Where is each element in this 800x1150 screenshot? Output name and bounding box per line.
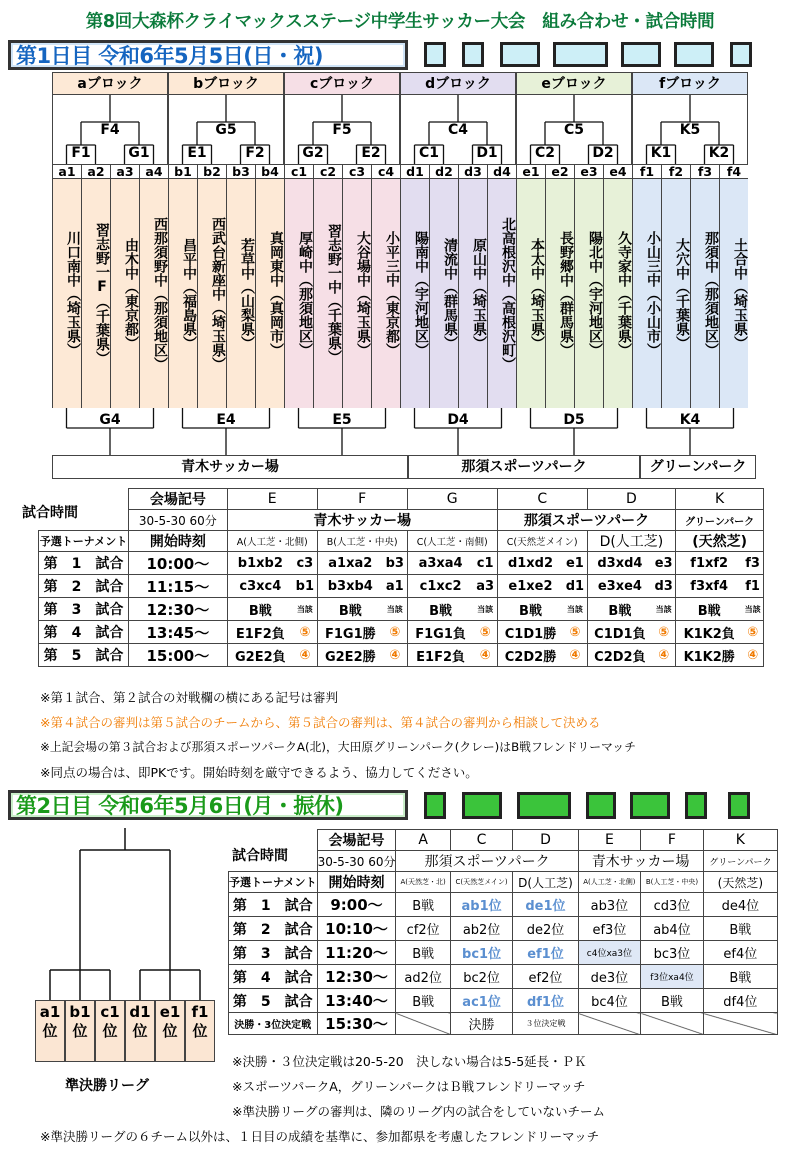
referee: ⑤ xyxy=(652,621,676,644)
match-pairing: C1D1勝 xyxy=(497,621,563,644)
match-time: 15:00〜 xyxy=(129,644,228,667)
match-time: 11:20〜 xyxy=(317,941,396,965)
venue-name: 那須スポーツパーク xyxy=(396,851,578,872)
team-name: 由木中（東京都） xyxy=(110,178,139,408)
match-cell: ad2位 xyxy=(396,965,450,989)
team-name: 本太中（埼玉県） xyxy=(516,178,545,408)
team-code: f2 xyxy=(661,164,690,179)
team-code: c2 xyxy=(313,164,342,179)
semi-match-code: G2 xyxy=(298,145,328,162)
match-cell: bc1位 xyxy=(450,941,513,965)
venue-aoki: 青木サッカー場 xyxy=(52,455,408,479)
empty-slash xyxy=(703,1013,777,1035)
match-row xyxy=(229,917,778,941)
final-match-code: K5 xyxy=(674,122,706,139)
match-pairing: c3xc4 xyxy=(227,575,293,598)
team-name: 西那須野中（那須地区） xyxy=(139,178,168,408)
team-code: c4 xyxy=(371,164,400,179)
surface: (天然芝) xyxy=(676,531,764,552)
day2-deco-square xyxy=(586,792,616,819)
match-cell: bc4位 xyxy=(578,989,641,1013)
match-pairing: B戦 xyxy=(227,598,293,621)
team-code: b2 xyxy=(197,164,226,179)
referee: b1 xyxy=(293,575,317,598)
match-cell: de4位 xyxy=(703,893,777,917)
semi-match-code: D1 xyxy=(472,145,502,162)
referee: f3 xyxy=(742,552,763,575)
match-pairing: C2D2負 xyxy=(587,644,652,667)
day2-note: ※準決勝リーグの審判は、隣のリーグ内の試合をしていないチーム xyxy=(232,1104,605,1119)
empty-slash xyxy=(641,1013,704,1035)
match-pairing: d3xd4 xyxy=(587,552,652,575)
team-code: b1 xyxy=(168,164,197,179)
match-time: 13:45〜 xyxy=(129,621,228,644)
match-pairing: E1F2負 xyxy=(407,644,473,667)
match-cell: ab3位 xyxy=(578,893,641,917)
referee: ④ xyxy=(742,644,763,667)
venue-code: F xyxy=(317,489,407,510)
semi-match-code: C2 xyxy=(530,145,560,162)
team-code: d3 xyxy=(458,164,487,179)
team-name: 真岡東中（真岡市） xyxy=(255,178,284,408)
day2-note: ※準決勝リーグの６チーム以外は、１日目の成績を基準に、参加都県を考慮したフレンドリーマッチ xyxy=(40,1129,600,1144)
match-cell: ab2位 xyxy=(450,917,513,941)
match-pairing: b3xb4 xyxy=(317,575,383,598)
venue-name: 那須スポーツパーク xyxy=(497,510,675,531)
venue-code-label: 会場記号 xyxy=(129,489,228,510)
match-cell: ef1位 xyxy=(513,941,578,965)
semifinal-league-label: 準決勝リーグ xyxy=(65,1078,149,1094)
block-header: fブロック xyxy=(633,73,747,95)
match-label: 第 2 試合 xyxy=(229,917,318,941)
venue-code: C xyxy=(450,830,513,851)
referee: ④ xyxy=(293,644,317,667)
day2-note: ※スポーツパークA，グリーンパークはＢ戦フレンドリーマッチ xyxy=(232,1079,586,1094)
referee: e1 xyxy=(563,552,587,575)
day2-deco-square xyxy=(462,792,502,819)
match-cell: ab4位 xyxy=(641,917,704,941)
match-pairing: G2E2勝 xyxy=(317,644,383,667)
venue-code: E xyxy=(227,489,317,510)
match-row xyxy=(39,575,764,598)
match-pairing: C2D2勝 xyxy=(497,644,563,667)
bsen-match-code: D5 xyxy=(558,412,590,429)
match-cell: ab1位 xyxy=(450,893,513,917)
referee: ④ xyxy=(652,644,676,667)
match-pairing: d1xd2 xyxy=(497,552,563,575)
semi-match-code: K2 xyxy=(704,145,734,162)
team-code: d4 xyxy=(487,164,516,179)
semi-match-code: C1 xyxy=(414,145,444,162)
prelim-label: 予選トーナメント xyxy=(229,872,318,893)
match-cell: B戦 xyxy=(396,989,450,1013)
referee: ⑤ xyxy=(293,621,317,644)
match-pairing: B戦 xyxy=(407,598,473,621)
match-cell: ac1位 xyxy=(450,989,513,1013)
match-row xyxy=(229,941,778,965)
semi-match-code: K1 xyxy=(646,145,676,162)
team-name: 那須中（那須地区） xyxy=(690,178,719,408)
referee: e3 xyxy=(652,552,676,575)
semi-match-code: E1 xyxy=(182,145,212,162)
semi-team: e1位 xyxy=(155,1000,185,1062)
surface: C(天然芝メイン) xyxy=(497,531,587,552)
semi-match-code: E2 xyxy=(356,145,386,162)
match-cell: B戦 xyxy=(396,893,450,917)
referee: f1 xyxy=(742,575,763,598)
referee: ⑤ xyxy=(742,621,763,644)
match-pairing: b1xb2 xyxy=(227,552,293,575)
day2-deco-square xyxy=(517,792,571,819)
match-label: 第 1 試合 xyxy=(229,893,318,917)
team-code: a4 xyxy=(139,164,168,179)
venue-name: グリーンパーク xyxy=(703,851,777,872)
referee: ⑤ xyxy=(474,621,498,644)
match-cell: df4位 xyxy=(703,989,777,1013)
match-pairing: e3xe4 xyxy=(587,575,652,598)
referee: ⑤ xyxy=(383,621,407,644)
team-code: f1 xyxy=(632,164,661,179)
team-code: b3 xyxy=(226,164,255,179)
bsen-match-code: E5 xyxy=(326,412,358,429)
match-label: 第 5 試合 xyxy=(229,989,318,1013)
referee: b3 xyxy=(383,552,407,575)
team-name: 川口南中（埼玉県） xyxy=(52,178,81,408)
day2-deco-square xyxy=(424,792,446,819)
match-format: 30-5-30 60分 xyxy=(317,851,396,872)
match-cell: ef3位 xyxy=(578,917,641,941)
final-match-code: C5 xyxy=(558,122,590,139)
match-time: 12:30〜 xyxy=(129,598,228,621)
match-cell: de2位 xyxy=(513,917,578,941)
final-match-code: C4 xyxy=(442,122,474,139)
referee: ④ xyxy=(383,644,407,667)
match-pairing: E1F2負 xyxy=(227,621,293,644)
match-pairing: B戦 xyxy=(587,598,652,621)
match-label: 第 2 試合 xyxy=(39,575,129,598)
team-code: c3 xyxy=(342,164,371,179)
referee: d3 xyxy=(652,575,676,598)
semi-match-code: F2 xyxy=(240,145,270,162)
surface: C(人工芝・南側) xyxy=(407,531,497,552)
prelim-label: 予選トーナメント xyxy=(39,531,129,552)
match-pairing: B戦 xyxy=(497,598,563,621)
day1-title: 第1日目 令和6年5月5日(日・祝) xyxy=(8,40,408,70)
venue-code-label: 会場記号 xyxy=(317,830,396,851)
team-code: a1 xyxy=(52,164,81,179)
day2-note: ※決勝・３位決定戦は20-5-20 決しない場合は5-5延長・ＰＫ xyxy=(232,1054,587,1069)
team-name: 久寺家中（千葉県） xyxy=(603,178,632,408)
final-match-code: G5 xyxy=(210,122,242,139)
semi-team: d1位 xyxy=(125,1000,155,1062)
day1-note: ※上記会場の第３試合および那須スポーツパークA(北)，大田原グリーンパーク(クレー)はB戦フレンドリーマッチ xyxy=(40,740,636,754)
start-label: 開始時刻 xyxy=(317,872,396,893)
spacer xyxy=(39,489,129,531)
match-pairing: G2E2負 xyxy=(227,644,293,667)
match-label: 第 4 試合 xyxy=(229,965,318,989)
match-cell: ef2位 xyxy=(513,965,578,989)
venue-code: F xyxy=(641,830,704,851)
surface: A(人工芝・北側) xyxy=(578,872,641,893)
final-match-code: F4 xyxy=(94,122,126,139)
day2-title: 第2日目 令和6年5月6日(月・振休) xyxy=(8,790,408,820)
day2-schedule-table xyxy=(228,829,778,1035)
block-header: eブロック xyxy=(517,73,631,95)
referee: 当該 xyxy=(474,598,498,621)
referee: a1 xyxy=(383,575,407,598)
referee: 当該 xyxy=(383,598,407,621)
team-name: 長野郷中（群馬県） xyxy=(545,178,574,408)
match-format: 30-5-30 60分 xyxy=(129,510,228,531)
team-code: e3 xyxy=(574,164,603,179)
venue-name: 青木サッカー場 xyxy=(578,851,703,872)
team-code: e1 xyxy=(516,164,545,179)
venue-code: D xyxy=(587,489,676,510)
referee: ④ xyxy=(563,644,587,667)
bsen-match-code: G4 xyxy=(94,412,126,429)
day1-time-label: 試合時間 xyxy=(22,505,78,521)
match-cell: df1位 xyxy=(513,989,578,1013)
match-cell: cd3位 xyxy=(641,893,704,917)
match-pairing: c1xc2 xyxy=(407,575,473,598)
team-name: 昌平中（福島県） xyxy=(168,178,197,408)
venue-code: G xyxy=(407,489,497,510)
block-header: dブロック xyxy=(401,73,515,95)
match-cell: ef4位 xyxy=(703,941,777,965)
match-cell: B戦 xyxy=(703,965,777,989)
referee: 当該 xyxy=(652,598,676,621)
team-name: 北高根沢中（高根沢町） xyxy=(487,178,516,408)
match-pairing: f3xf4 xyxy=(676,575,742,598)
match-cell: B戦 xyxy=(703,917,777,941)
day2-time-label: 試合時間 xyxy=(232,848,288,864)
team-code: e2 xyxy=(545,164,574,179)
venue-code: C xyxy=(497,489,587,510)
match-row xyxy=(39,621,764,644)
match-pairing: e1xe2 xyxy=(497,575,563,598)
day2-deco-square xyxy=(685,792,707,819)
match-cell: de3位 xyxy=(578,965,641,989)
match-pairing: K1K2負 xyxy=(676,621,742,644)
match-cell: bc3位 xyxy=(641,941,704,965)
referee: c1 xyxy=(474,552,498,575)
match-row xyxy=(229,989,778,1013)
semi-team: b1位 xyxy=(65,1000,95,1062)
surface: B(人工芝・中央) xyxy=(641,872,704,893)
match-pairing: f1xf2 xyxy=(676,552,742,575)
match-pairing: C1D1負 xyxy=(587,621,652,644)
final-label: 決勝・3位決定戦 xyxy=(229,1013,318,1035)
match-label: 第 3 試合 xyxy=(229,941,318,965)
third-place-match: ３位決定戦 xyxy=(513,1013,578,1035)
spacer xyxy=(229,830,318,872)
day1-note: ※同点の場合は、即PKです。開始時刻を厳守できるよう、協力してください。 xyxy=(40,765,478,780)
semi-match-code: D2 xyxy=(588,145,618,162)
match-cell: f3位xa4位 xyxy=(641,965,704,989)
block-header: bブロック xyxy=(169,73,283,95)
team-name: 小山三中（小山市） xyxy=(632,178,661,408)
team-name: 陽北中（宇河地区） xyxy=(574,178,603,408)
bsen-match-code: E4 xyxy=(210,412,242,429)
final-match: 決勝 xyxy=(450,1013,513,1035)
bracket-lines xyxy=(0,0,800,500)
referee: c3 xyxy=(293,552,317,575)
match-label: 第 1 試合 xyxy=(39,552,129,575)
surface: A(人工芝・北側) xyxy=(227,531,317,552)
team-name: 小平三中（東京都） xyxy=(371,178,400,408)
referee: a3 xyxy=(474,575,498,598)
match-label: 第 5 試合 xyxy=(39,644,129,667)
referee: ④ xyxy=(474,644,498,667)
referee: 当該 xyxy=(742,598,763,621)
match-time: 10:00〜 xyxy=(129,552,228,575)
surface: A(天然芝・北) xyxy=(396,872,450,893)
match-row xyxy=(229,965,778,989)
referee: 当該 xyxy=(293,598,317,621)
match-label: 第 3 試合 xyxy=(39,598,129,621)
surface: D(人工芝) xyxy=(587,531,676,552)
team-name: 西武台新座中（埼玉県） xyxy=(197,178,226,408)
surface: B(人工芝・中央) xyxy=(317,531,407,552)
match-pairing: B戦 xyxy=(676,598,742,621)
team-code: b4 xyxy=(255,164,284,179)
team-name: 大穴中（千葉県） xyxy=(661,178,690,408)
match-pairing: B戦 xyxy=(317,598,383,621)
match-cell: bc2位 xyxy=(450,965,513,989)
semi-match-code: G1 xyxy=(124,145,154,162)
venue-name: グリーンパーク xyxy=(676,510,764,531)
surface: (天然芝) xyxy=(703,872,777,893)
day2-deco-square xyxy=(630,792,670,819)
match-pairing: F1G1勝 xyxy=(317,621,383,644)
match-time: 12:30〜 xyxy=(317,965,396,989)
team-code: f3 xyxy=(690,164,719,179)
semi-team: f1位 xyxy=(185,1000,215,1062)
match-time: 11:15〜 xyxy=(129,575,228,598)
team-code: a3 xyxy=(110,164,139,179)
semi-team: c1位 xyxy=(95,1000,125,1062)
referee: ⑤ xyxy=(563,621,587,644)
match-cell: B戦 xyxy=(641,989,704,1013)
venue-green: グリーンパーク xyxy=(640,455,756,479)
final-time: 15:30〜 xyxy=(317,1013,396,1035)
bsen-match-code: D4 xyxy=(442,412,474,429)
match-cell: c4位xa3位 xyxy=(578,941,641,965)
team-name: 習志野一中（千葉県） xyxy=(313,178,342,408)
final-match-code: F5 xyxy=(326,122,358,139)
empty-slash xyxy=(396,1013,450,1035)
referee: 当該 xyxy=(563,598,587,621)
team-code: d1 xyxy=(400,164,429,179)
page-title: 第8回大森杯クライマックスステージ中学生サッカー大会 組み合わせ・試合時間 xyxy=(85,12,715,32)
team-code: c1 xyxy=(284,164,313,179)
match-pairing: a3xa4 xyxy=(407,552,473,575)
team-name: 習志野一F（千葉県） xyxy=(81,178,110,408)
semi-match-code: F1 xyxy=(66,145,96,162)
empty-slash xyxy=(578,1013,641,1035)
team-name: 厚崎中（那須地区） xyxy=(284,178,313,408)
match-cell: de1位 xyxy=(513,893,578,917)
venue-code: E xyxy=(578,830,641,851)
team-name: 大谷場中（埼玉県） xyxy=(342,178,371,408)
match-time: 13:40〜 xyxy=(317,989,396,1013)
day1-note: ※第４試合の審判は第５試合のチームから、第５試合の審判は、第４試合の審判から相談して決める xyxy=(40,715,601,730)
semi-team: a1位 xyxy=(35,1000,65,1062)
team-code: a2 xyxy=(81,164,110,179)
match-pairing: a1xa2 xyxy=(317,552,383,575)
team-name: 陽南中（宇河地区） xyxy=(400,178,429,408)
start-label: 開始時刻 xyxy=(129,531,228,552)
surface: D(人工芝) xyxy=(513,872,578,893)
match-row xyxy=(229,893,778,917)
team-code: f4 xyxy=(719,164,748,179)
team-name: 原山中（埼玉県） xyxy=(458,178,487,408)
match-time: 10:10〜 xyxy=(317,917,396,941)
match-row xyxy=(39,598,764,621)
venue-code: K xyxy=(703,830,777,851)
venue-code: D xyxy=(513,830,578,851)
venue-name: 青木サッカー場 xyxy=(227,510,497,531)
match-pairing: F1G1負 xyxy=(407,621,473,644)
match-row xyxy=(39,644,764,667)
referee: d1 xyxy=(563,575,587,598)
match-row xyxy=(39,552,764,575)
team-name: 若草中（山梨県） xyxy=(226,178,255,408)
team-code: e4 xyxy=(603,164,632,179)
surface: C(天然芝メイン) xyxy=(450,872,513,893)
venue-code: A xyxy=(396,830,450,851)
day1-note: ※第１試合、第２試合の対戦欄の横にある記号は審判 xyxy=(40,690,338,705)
block-header: cブロック xyxy=(285,73,399,95)
team-code: d2 xyxy=(429,164,458,179)
block-header: aブロック xyxy=(53,73,167,95)
match-pairing: K1K2勝 xyxy=(676,644,742,667)
venue-code: K xyxy=(676,489,764,510)
team-name: 土合中（埼玉県） xyxy=(719,178,748,408)
bsen-match-code: K4 xyxy=(674,412,706,429)
venue-nasu: 那須スポーツパーク xyxy=(408,455,640,479)
day2-deco-square xyxy=(728,792,750,819)
day1-schedule-table xyxy=(38,488,764,667)
team-name: 清流中（群馬県） xyxy=(429,178,458,408)
match-cell: B戦 xyxy=(396,941,450,965)
match-label: 第 4 試合 xyxy=(39,621,129,644)
match-cell: cf2位 xyxy=(396,917,450,941)
match-time: 9:00〜 xyxy=(317,893,396,917)
